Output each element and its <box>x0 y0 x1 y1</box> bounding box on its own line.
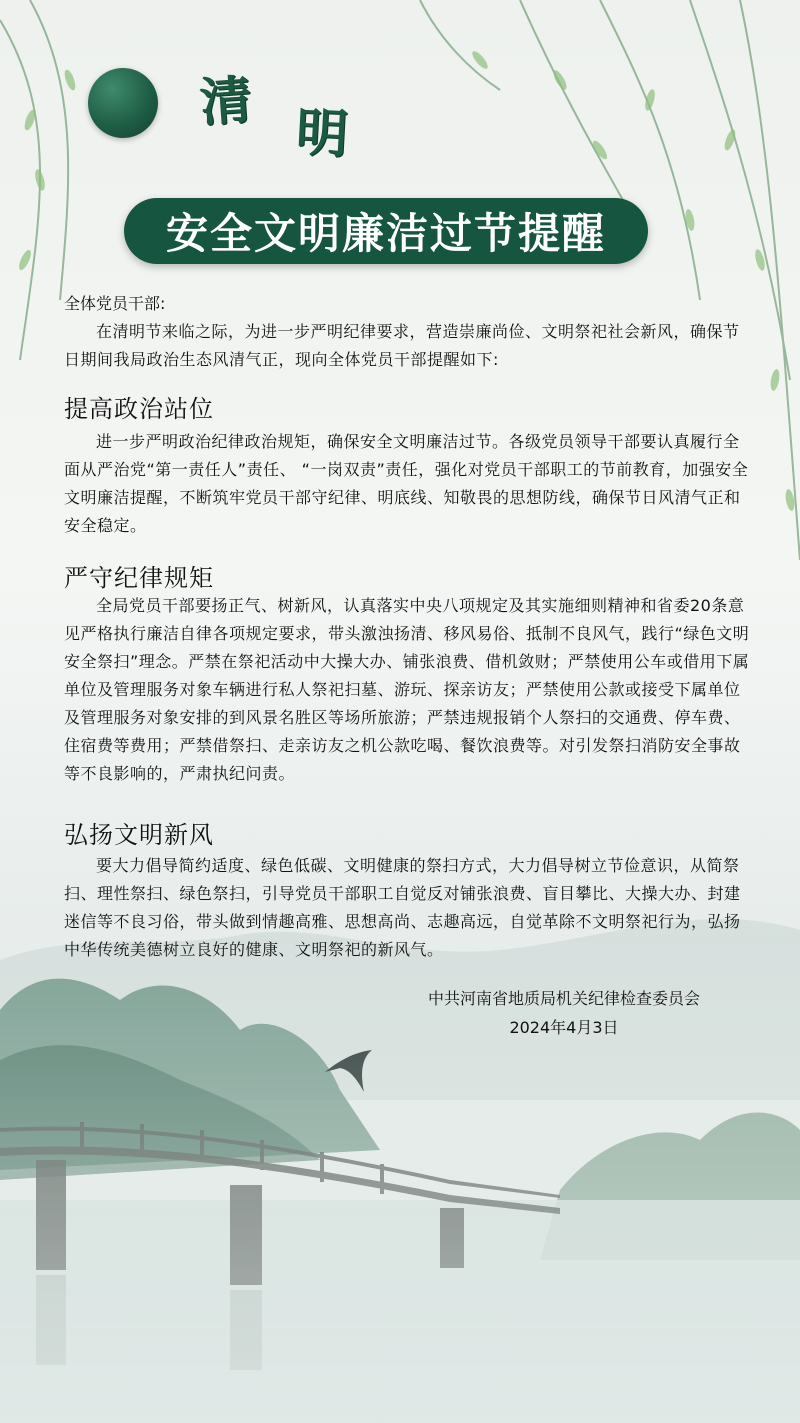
signature-org: 中共河南省地质局机关纪律检查委员会 <box>427 989 700 1008</box>
signature-block <box>428 986 700 1038</box>
title-banner <box>124 198 648 264</box>
banner-title: 安全文明廉洁过节提醒 <box>165 209 606 258</box>
salutation: 全体党员干部: <box>64 294 166 313</box>
section-heading-3: 弘扬文明新风 <box>64 821 214 849</box>
section-body-3 <box>64 852 754 964</box>
signature-date: 2024年4月3日 <box>509 1018 619 1037</box>
intro-text: 在清明节来临之际，为进一步严明纪律要求，营造崇廉尚俭、文明祭祀社会新风，确保节日期间我局政治生态风清气正，现向全体党员干部提醒如下: <box>64 322 740 369</box>
section-text-1: 进一步严明政治纪律政治规矩，确保安全文明廉洁过节。各级党员领导干部要认真履行全面从严治党“第一责任人”责任、 “一岗双责”责任，强化对党员干部职工的节前教育，加强安全文明廉洁提醒，不断筑牢党员干部守纪律、明底线、知敬畏的思想防线，确保节日风清气正和安全稳定。 <box>64 432 749 535</box>
title-circle-decoration <box>88 68 158 138</box>
section-body-2 <box>64 592 754 788</box>
section-heading-2: 严守纪律规矩 <box>64 564 214 592</box>
section-text-2: 全局党员干部要扬正气、树新风，认真落实中央八项规定及其实施细则精神和省委20条意见严格执行廉洁自律各项规定要求，带头激浊扬清、移风易俗、抵制不良风气，践行“绿色文明安全祭扫”理念。严禁在祭祀活动中大操大办、铺张浪费、借机敛财；严禁使用公车或借用下属单位及管理服务对象车辆进行私人祭祀扫墓、游玩、探亲访友；严禁使用公款或接受下属单位及管理服务对象安排的到风景名胜区等场所旅游；严禁违规报销个人祭扫的交通费、停车费、住宿费等费用；严禁借祭扫、走亲访友之机公款吃喝、餐饮浪费等。对引发祭扫消防安全事故等不良影响的，严肃执纪问责。 <box>64 596 750 783</box>
section-body-1 <box>64 428 754 540</box>
section-text-3: 要大力倡导简约适度、绿色低碳、文明健康的祭扫方式，大力倡导树立节俭意识，从简祭扫、理性祭扫、绿色祭扫，引导党员干部职工自觉反对铺张浪费、盲目攀比、大操大办、封建迷信等不良习俗，带头做到情趣高雅、思想高尚、志趣高远，自觉革除不文明祭祀行为，弘扬中华传统美德树立良好的健康、文明祭祀的新风气。 <box>64 856 741 959</box>
title-char-ming: 明 <box>294 101 350 166</box>
title-char-qing: 清 <box>197 69 255 134</box>
section-heading-1: 提高政治站位 <box>64 395 214 423</box>
intro-paragraph <box>64 318 754 374</box>
